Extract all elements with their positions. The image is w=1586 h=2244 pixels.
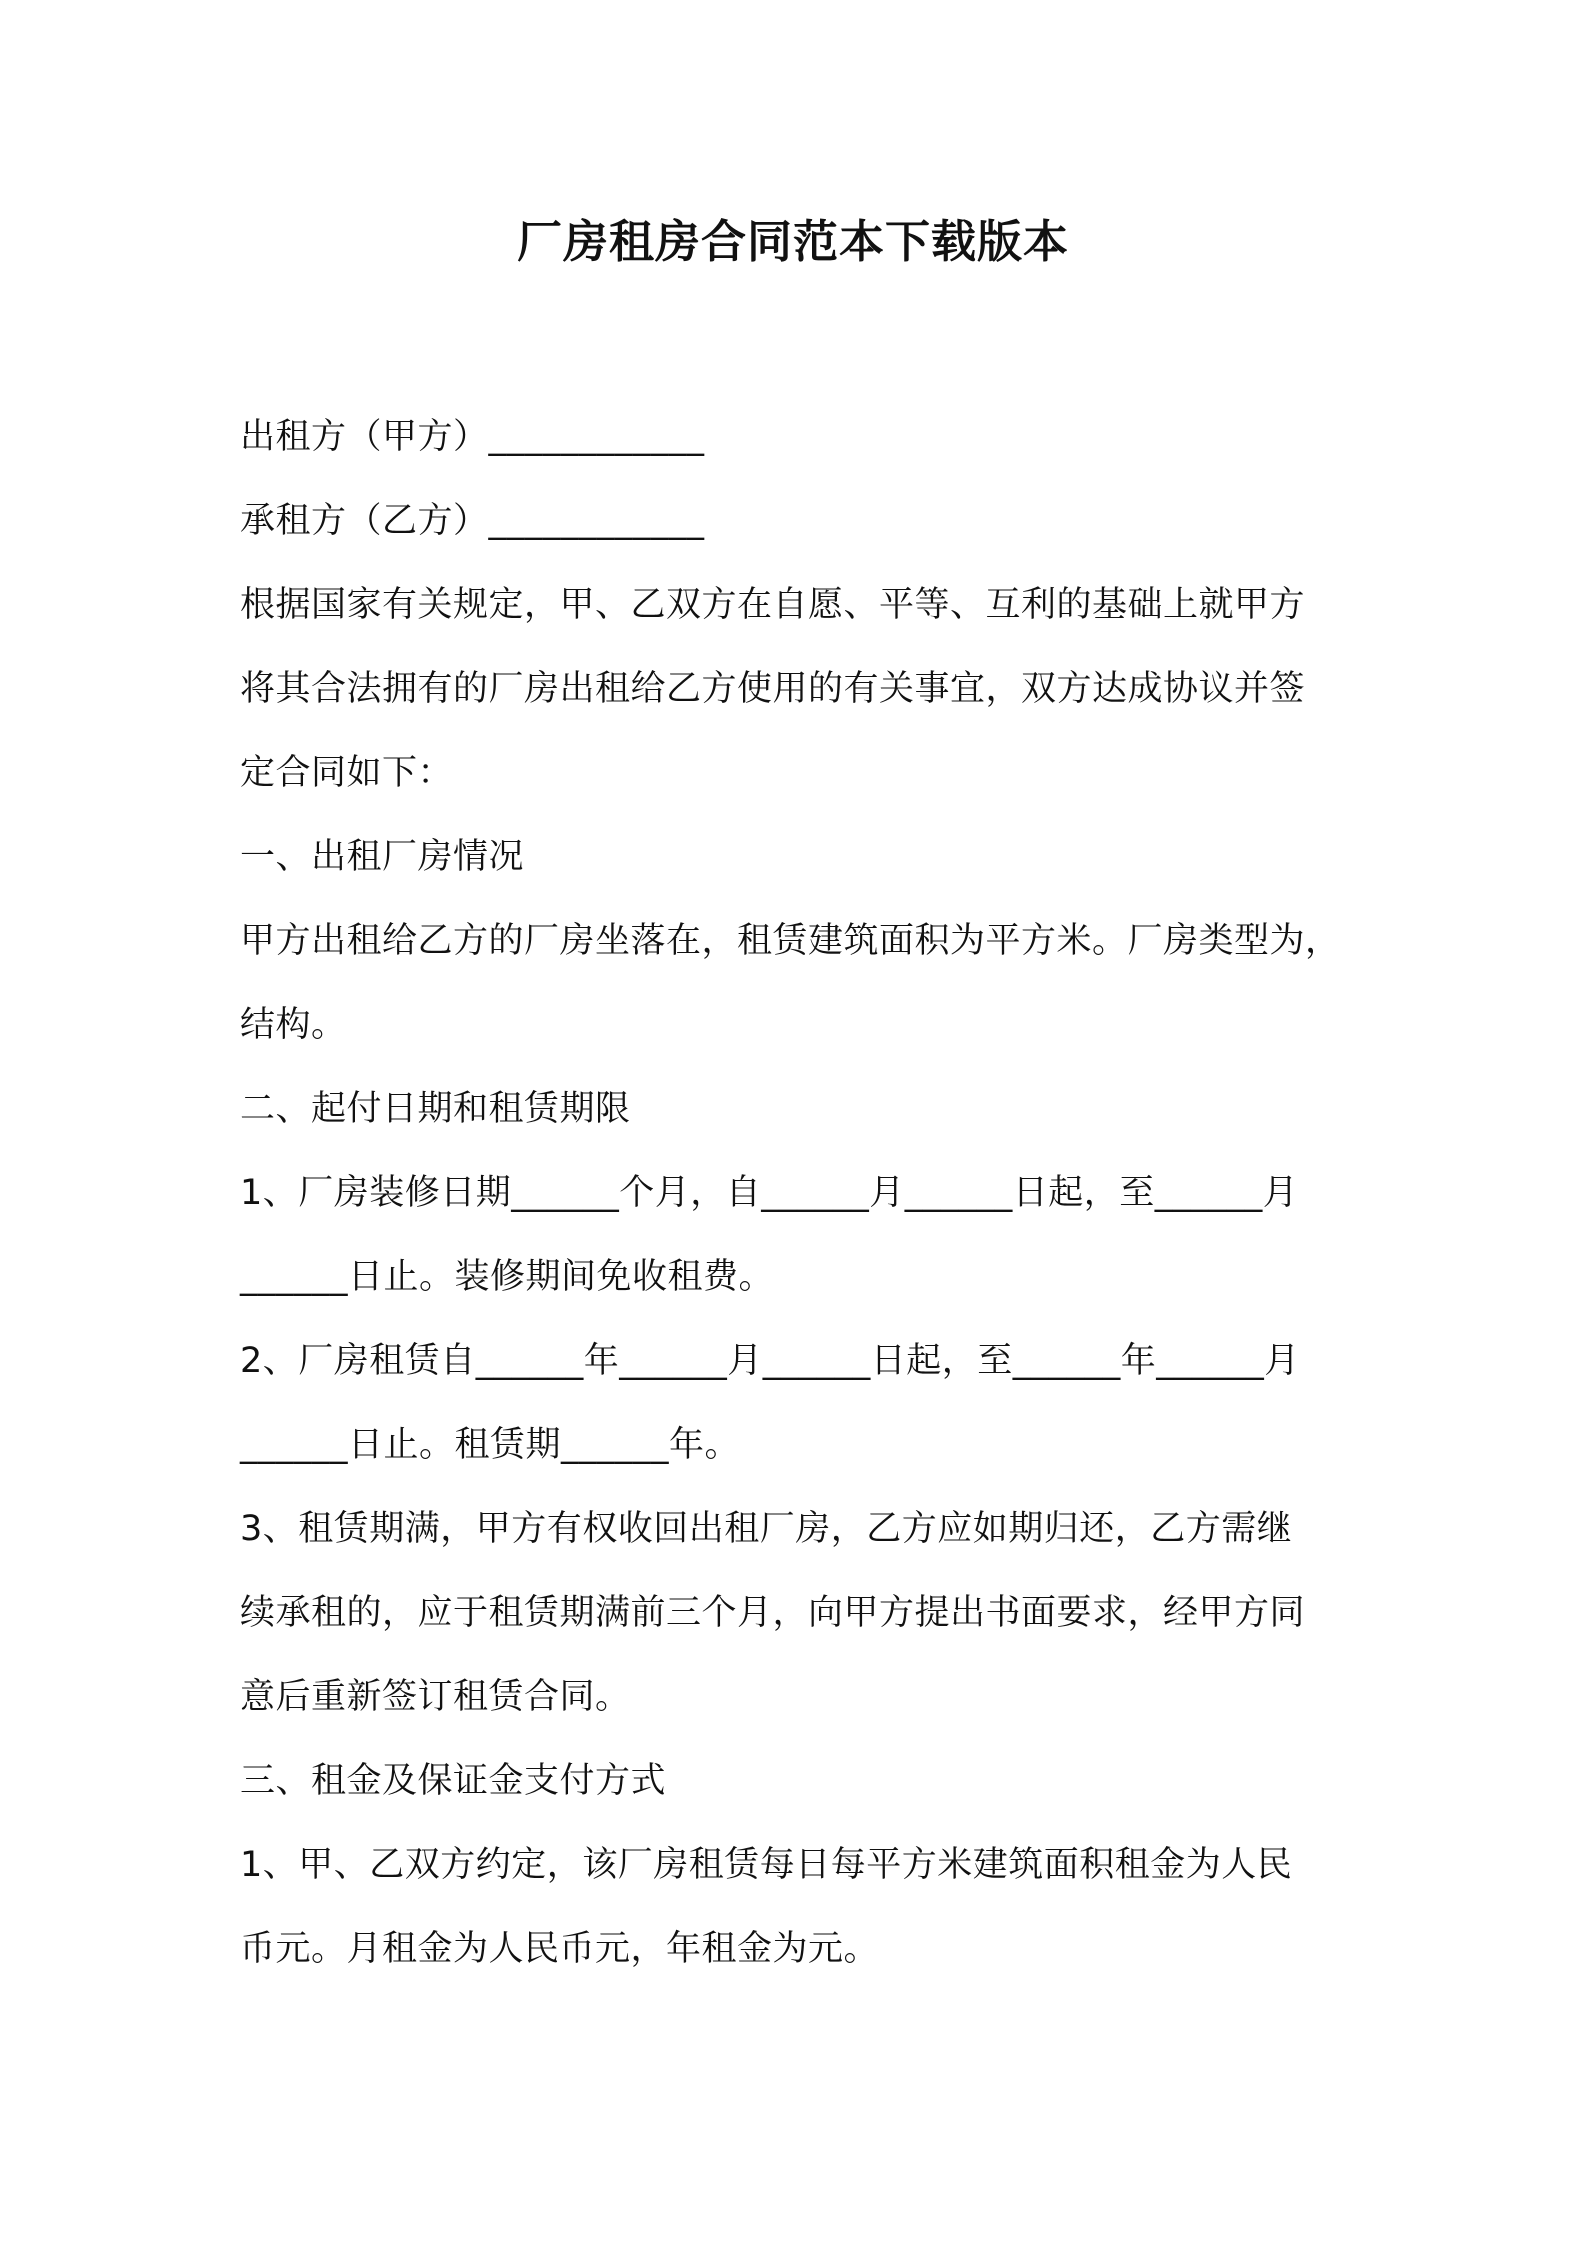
preamble-line-1: 根据国家有关规定，甲、乙双方在自愿、平等、互利的基础上就甲方 bbox=[240, 585, 1306, 625]
clause-3-1-line-2: 币元。月租金为人民币元，年租金为元。 bbox=[240, 1929, 880, 1969]
clause-2-2-line-1: 2、厂房租赁自______年______月______日起，至______年______月 bbox=[240, 1341, 1300, 1381]
lessor-line: 出租方（甲方）____________ bbox=[240, 417, 705, 457]
section-2-heading: 二、起付日期和租赁期限 bbox=[240, 1089, 631, 1129]
section-1-text-2: 结构。 bbox=[240, 1005, 347, 1045]
clause-3-1-line-1: 1、甲、乙双方约定，该厂房租赁每日每平方米建筑面积租金为人民 bbox=[240, 1845, 1293, 1885]
clause-2-1-line-1: 1、厂房装修日期______个月，自______月______日起，至______月 bbox=[240, 1173, 1299, 1213]
preamble-line-2: 将其合法拥有的厂房出租给乙方使用的有关事宜，双方达成协议并签 bbox=[240, 669, 1306, 709]
clause-2-3-line-3: 意后重新签订租赁合同。 bbox=[240, 1677, 631, 1717]
section-1-text-1: 甲方出租给乙方的厂房坐落在，租赁建筑面积为平方米。厂房类型为， bbox=[240, 921, 1341, 961]
preamble-line-3: 定合同如下： bbox=[240, 753, 454, 793]
clause-2-1-line-2: ______日止。装修期间免收租费。 bbox=[240, 1257, 775, 1297]
document-title: 厂房租房合同范本下载版本 bbox=[516, 215, 1069, 268]
lessee-line: 承租方（乙方）____________ bbox=[240, 501, 705, 541]
section-1-heading: 一、出租厂房情况 bbox=[240, 837, 525, 877]
clause-2-3-line-1: 3、租赁期满，甲方有权收回出租厂房，乙方应如期归还，乙方需继 bbox=[240, 1509, 1293, 1549]
section-3-heading: 三、租金及保证金支付方式 bbox=[240, 1761, 667, 1801]
clause-2-3-line-2: 续承租的，应于租赁期满前三个月，向甲方提出书面要求，经甲方同 bbox=[240, 1593, 1306, 1633]
clause-2-2-line-2: ______日止。租赁期______年。 bbox=[240, 1425, 741, 1465]
